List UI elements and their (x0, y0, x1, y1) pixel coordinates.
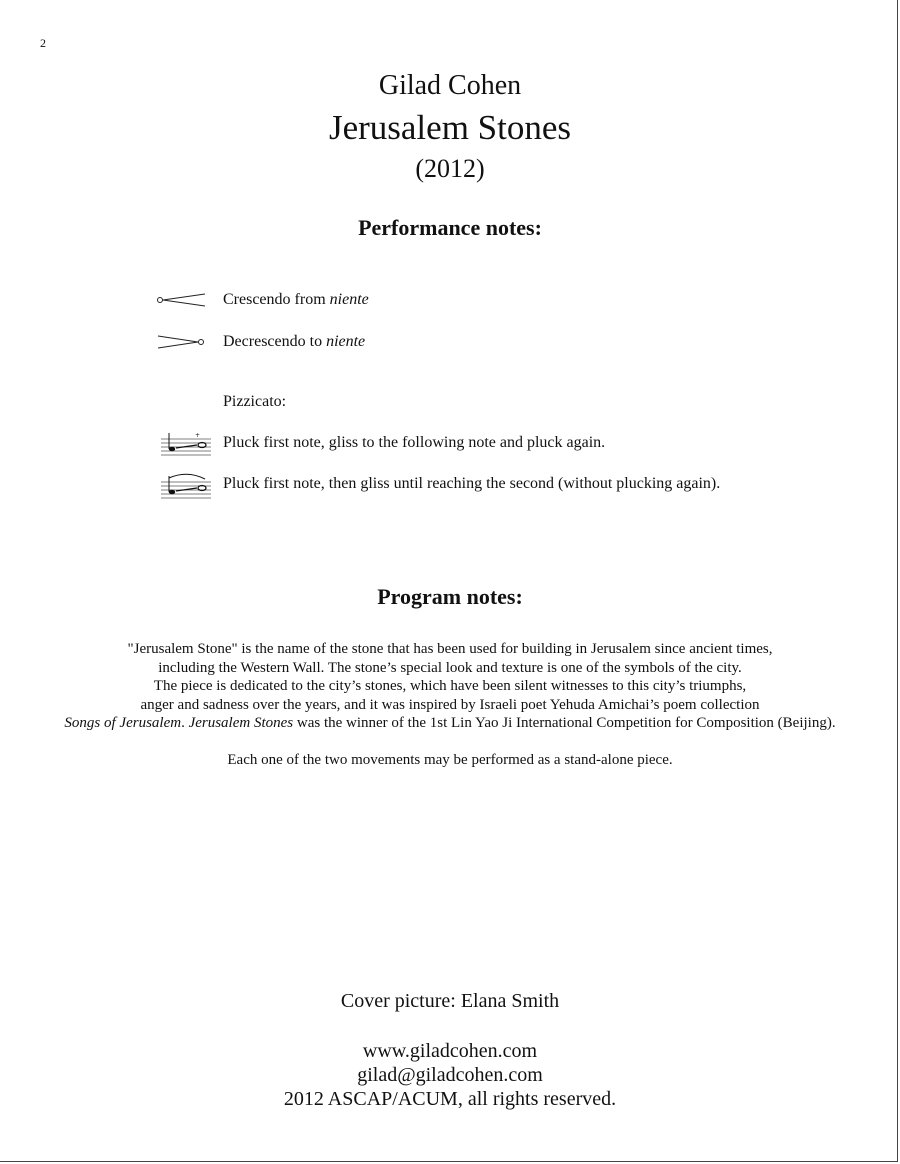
jerusalem-stones-title: Jerusalem Stones (188, 715, 294, 731)
cover-credit: Cover picture: Elana Smith (340, 990, 560, 1012)
program-notes-body (0, 640, 900, 769)
svg-text:+: + (195, 432, 201, 439)
pizz-gliss-slur-row (155, 472, 720, 496)
decrescendo-description: Decrescendo to niente (223, 333, 366, 350)
decrescendo-note-row (155, 330, 365, 354)
copyright-notice: 2012 ASCAP/ACUM, all rights reserved. (283, 1088, 617, 1110)
program-line-1: "Jerusalem Stone" is the name of the stone that has been used for building in Jerusalem since ancient times, (127, 641, 773, 657)
program-line-5: Songs of Jerusalem. Jerusalem Stones was the winner of the 1st Lin Yao Ji International Competition for Composition (Beijing). (64, 715, 836, 731)
crescendo-description: Crescendo from niente (223, 291, 369, 308)
gliss-slur-notation-icon (155, 472, 213, 496)
composer-name: Gilad Cohen (378, 70, 522, 101)
email-link[interactable]: gilad@giladcohen.com (357, 1064, 543, 1086)
standalone-note: Each one of the two movements may be performed as a stand-alone piece. (227, 751, 673, 768)
pizzicato-label: Pizzicato: (223, 393, 287, 410)
performance-notes-heading: Performance notes: (358, 215, 542, 240)
gliss-pluck-notation-icon (155, 431, 213, 455)
gliss-slur-description: Pluck first note, then gliss until reaching the second (without plucking again). (223, 475, 721, 492)
gliss-pluck-description: Pluck first note, gliss to the following note and pluck again. (223, 434, 606, 451)
website-link[interactable]: www.giladcohen.com (362, 1040, 538, 1062)
decrescendo-niente-icon (155, 330, 213, 354)
page-number: 2 (40, 36, 46, 50)
piece-year: (2012) (415, 154, 485, 183)
songs-of-jerusalem-title: Songs of Jerusalem (64, 715, 182, 731)
pizz-gliss-pluck-row (155, 431, 605, 455)
crescendo-niente-icon (155, 288, 213, 312)
program-line-4: anger and sadness over the years, and it was inspired by Israeli poet Yehuda Amichai’s poem collection (140, 696, 760, 713)
program-line-2: including the Western Wall. The stone’s special look and texture is one of the symbols of the city. (158, 659, 742, 676)
program-notes-heading: Program notes: (377, 584, 523, 609)
piece-title: Jerusalem Stones (328, 108, 572, 147)
program-line-3: The piece is dedicated to the city’s stones, which have been silent witnesses to this city’s triumphs, (153, 678, 747, 694)
crescendo-note-row (155, 288, 369, 312)
